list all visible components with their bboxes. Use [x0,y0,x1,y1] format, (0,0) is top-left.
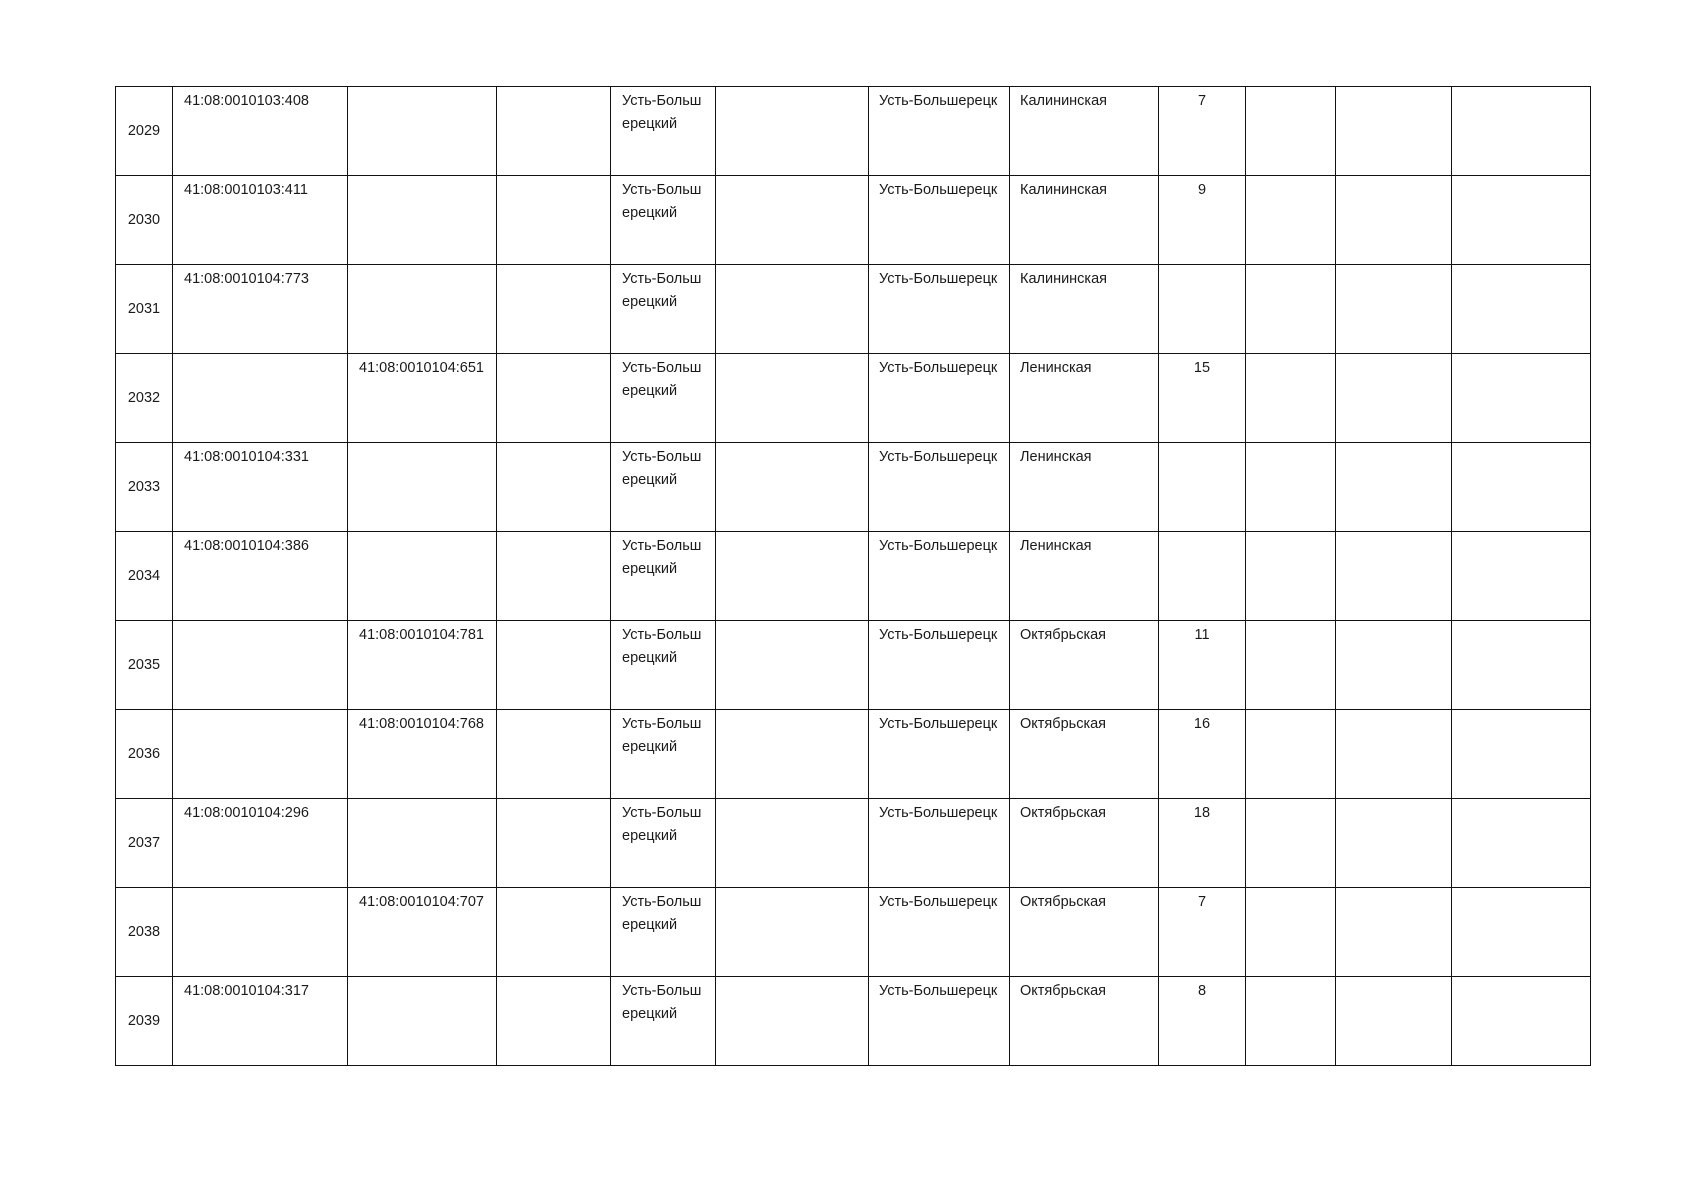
house-number [1159,977,1246,1066]
empty-cell [716,532,869,621]
empty-cell [497,532,611,621]
settlement-name [869,265,1010,354]
cadastral-number-building [348,265,497,354]
house-number [1159,354,1246,443]
registry-table-body [116,87,1591,1066]
cadastral-number-land [173,621,348,710]
empty-cell [497,265,611,354]
district-name-text: Усть-Большерецкий [622,716,702,755]
empty-cell [1452,532,1591,621]
cadastral-number-building-text [348,443,496,446]
empty-cell [497,799,611,888]
street-name [1010,354,1159,443]
street-name-text: Ленинская [1020,538,1092,554]
table-row [116,621,1591,710]
cadastral-number-land [173,87,348,176]
empty-cell [716,443,869,532]
empty-cell [1336,87,1452,176]
cadastral-number-building [348,532,497,621]
settlement-name [869,532,1010,621]
district-name-text: Усть-Большерецкий [622,538,702,577]
settlement-name-text: Усть-Большерецк [879,182,998,198]
table-row [116,888,1591,977]
street-name [1010,443,1159,532]
empty-cell [1336,443,1452,532]
empty-cell [716,977,869,1066]
cadastral-number-land [173,443,348,532]
district-name [611,176,716,265]
empty-cell [1246,443,1336,532]
settlement-name-text: Усть-Большерецк [879,538,998,554]
empty-cell [1246,621,1336,710]
empty-cell [1246,799,1336,888]
empty-cell [1452,710,1591,799]
settlement-name-text: Усть-Большерецк [879,805,998,821]
table-row [116,977,1591,1066]
empty-cell [1246,710,1336,799]
cadastral-number-land-text: 41:08:0010104:773 [184,271,309,287]
settlement-name [869,87,1010,176]
empty-cell [1452,443,1591,532]
cadastral-number-building-text: 41:08:0010104:651 [359,360,484,376]
house-number [1159,799,1246,888]
cadastral-number-land-text [173,354,347,357]
cadastral-number-building-text [348,265,496,268]
house-number-text: 7 [1197,93,1207,109]
cadastral-number-building-text [348,977,496,980]
table-row [116,354,1591,443]
cadastral-number-land-text: 41:08:0010103:411 [184,182,308,198]
district-name [611,265,716,354]
district-name-text: Усть-Большерецкий [622,627,702,666]
empty-cell [1452,87,1591,176]
settlement-name [869,443,1010,532]
cadastral-number-building-text [348,799,496,802]
house-number [1159,443,1246,532]
empty-cell [1246,87,1336,176]
cadastral-number-land [173,977,348,1066]
empty-cell [497,443,611,532]
district-name [611,977,716,1066]
empty-cell [497,621,611,710]
table-row [116,87,1591,176]
cadastral-number-land-text: 41:08:0010104:317 [184,983,309,999]
cadastral-number-building [348,354,497,443]
cadastral-number-land [173,888,348,977]
district-name [611,87,716,176]
house-number [1159,87,1246,176]
street-name [1010,621,1159,710]
empty-cell [1452,354,1591,443]
empty-cell [1336,977,1452,1066]
house-number-text: 8 [1197,983,1207,999]
street-name [1010,710,1159,799]
street-name-text: Ленинская [1020,449,1092,465]
district-name-text: Усть-Большерецкий [622,360,702,399]
empty-cell [1246,977,1336,1066]
empty-cell [497,977,611,1066]
empty-cell [1246,265,1336,354]
street-name-text: Калининская [1020,182,1108,198]
settlement-name [869,799,1010,888]
street-name [1010,87,1159,176]
cadastral-number-land-text: 41:08:0010104:386 [184,538,309,554]
district-name [611,354,716,443]
row-number: 2033 [116,443,173,532]
row-number: 2029 [116,87,173,176]
house-number [1159,176,1246,265]
settlement-name-text: Усть-Большерецк [879,716,998,732]
cadastral-number-land-text: 41:08:0010104:331 [184,449,309,465]
cadastral-number-land [173,176,348,265]
cadastral-number-land [173,799,348,888]
street-name-text: Октябрьская [1020,805,1107,821]
cadastral-number-building [348,888,497,977]
empty-cell [1452,621,1591,710]
row-number: 2030 [116,176,173,265]
cadastral-number-land-text [173,621,347,624]
empty-cell [1452,799,1591,888]
street-name-text: Калининская [1020,93,1108,109]
house-number-text: 11 [1194,627,1210,643]
house-number [1159,888,1246,977]
settlement-name [869,888,1010,977]
row-number: 2035 [116,621,173,710]
district-name [611,799,716,888]
settlement-name-text: Усть-Большерецк [879,627,998,643]
street-name [1010,532,1159,621]
house-number-text: 18 [1193,805,1211,821]
empty-cell [716,176,869,265]
table-row [116,265,1591,354]
cadastral-number-building [348,621,497,710]
district-name [611,532,716,621]
cadastral-number-land [173,532,348,621]
district-name-text: Усть-Большерецкий [622,805,702,844]
street-name-text: Ленинская [1020,360,1092,376]
street-name [1010,176,1159,265]
street-name-text: Октябрьская [1020,627,1107,643]
empty-cell [497,710,611,799]
empty-cell [716,799,869,888]
cadastral-number-building [348,176,497,265]
registry-table [115,86,1591,1066]
cadastral-number-land-text: 41:08:0010104:296 [184,805,309,821]
empty-cell [716,621,869,710]
cadastral-number-building [348,443,497,532]
cadastral-number-land-text [173,888,347,891]
empty-cell [497,888,611,977]
cadastral-number-building-text [348,176,496,179]
settlement-name-text: Усть-Большерецк [879,271,998,287]
house-number-text [1159,443,1245,446]
house-number [1159,532,1246,621]
row-number: 2032 [116,354,173,443]
empty-cell [1452,176,1591,265]
empty-cell [716,354,869,443]
empty-cell [1336,621,1452,710]
house-number [1159,710,1246,799]
street-name [1010,265,1159,354]
empty-cell [716,87,869,176]
empty-cell [716,265,869,354]
empty-cell [716,888,869,977]
house-number [1159,621,1246,710]
district-name-text: Усть-Большерецкий [622,983,702,1022]
house-number-text: 15 [1193,360,1211,376]
empty-cell [1336,799,1452,888]
row-number: 2039 [116,977,173,1066]
empty-cell [1336,176,1452,265]
row-number: 2034 [116,532,173,621]
cadastral-number-land [173,265,348,354]
street-name-text: Октябрьская [1020,983,1107,999]
cadastral-number-land [173,710,348,799]
row-number: 2036 [116,710,173,799]
cadastral-number-building [348,977,497,1066]
empty-cell [497,87,611,176]
street-name [1010,888,1159,977]
settlement-name [869,621,1010,710]
cadastral-number-land [173,354,348,443]
empty-cell [1246,888,1336,977]
cadastral-number-building-text: 41:08:0010104:781 [359,627,484,643]
district-name [611,888,716,977]
district-name-text: Усть-Большерецкий [622,894,702,933]
district-name-text: Усть-Большерецкий [622,93,702,132]
row-number: 2031 [116,265,173,354]
district-name [611,710,716,799]
empty-cell [1336,532,1452,621]
empty-cell [497,354,611,443]
settlement-name-text: Усть-Большерецк [879,93,998,109]
district-name [611,443,716,532]
settlement-name [869,176,1010,265]
street-name [1010,799,1159,888]
street-name-text: Октябрьская [1020,716,1107,732]
empty-cell [1452,977,1591,1066]
house-number-text [1159,265,1245,268]
table-row [116,176,1591,265]
cadastral-number-building [348,87,497,176]
empty-cell [1336,888,1452,977]
cadastral-number-building-text [348,532,496,535]
cadastral-number-building [348,710,497,799]
row-number: 2037 [116,799,173,888]
settlement-name-text: Усть-Большерецк [879,360,998,376]
district-name [611,621,716,710]
empty-cell [1452,888,1591,977]
empty-cell [1336,354,1452,443]
district-name-text: Усть-Большерецкий [622,182,702,221]
empty-cell [1246,176,1336,265]
house-number-text: 9 [1197,182,1207,198]
empty-cell [1246,532,1336,621]
settlement-name [869,354,1010,443]
settlement-name-text: Усть-Большерецк [879,983,998,999]
table-row [116,532,1591,621]
table-row [116,443,1591,532]
house-number [1159,265,1246,354]
cadastral-number-building-text [348,87,496,90]
cadastral-number-building-text: 41:08:0010104:707 [359,894,484,910]
empty-cell [716,710,869,799]
table-row [116,799,1591,888]
street-name-text: Калининская [1020,271,1108,287]
house-number-text: 7 [1197,894,1207,910]
empty-cell [497,176,611,265]
house-number-text [1159,532,1245,535]
cadastral-number-land-text [173,710,347,713]
cadastral-number-building-text: 41:08:0010104:768 [359,716,484,732]
empty-cell [1336,710,1452,799]
settlement-name [869,710,1010,799]
district-name-text: Усть-Большерецкий [622,449,702,488]
district-name-text: Усть-Большерецкий [622,271,702,310]
table-row [116,710,1591,799]
settlement-name-text: Усть-Большерецк [879,449,998,465]
house-number-text: 16 [1193,716,1211,732]
cadastral-number-building [348,799,497,888]
settlement-name [869,977,1010,1066]
empty-cell [1246,354,1336,443]
cadastral-number-land-text: 41:08:0010103:408 [184,93,309,109]
empty-cell [1336,265,1452,354]
street-name-text: Октябрьская [1020,894,1107,910]
settlement-name-text: Усть-Большерецк [879,894,998,910]
street-name [1010,977,1159,1066]
row-number: 2038 [116,888,173,977]
empty-cell [1452,265,1591,354]
